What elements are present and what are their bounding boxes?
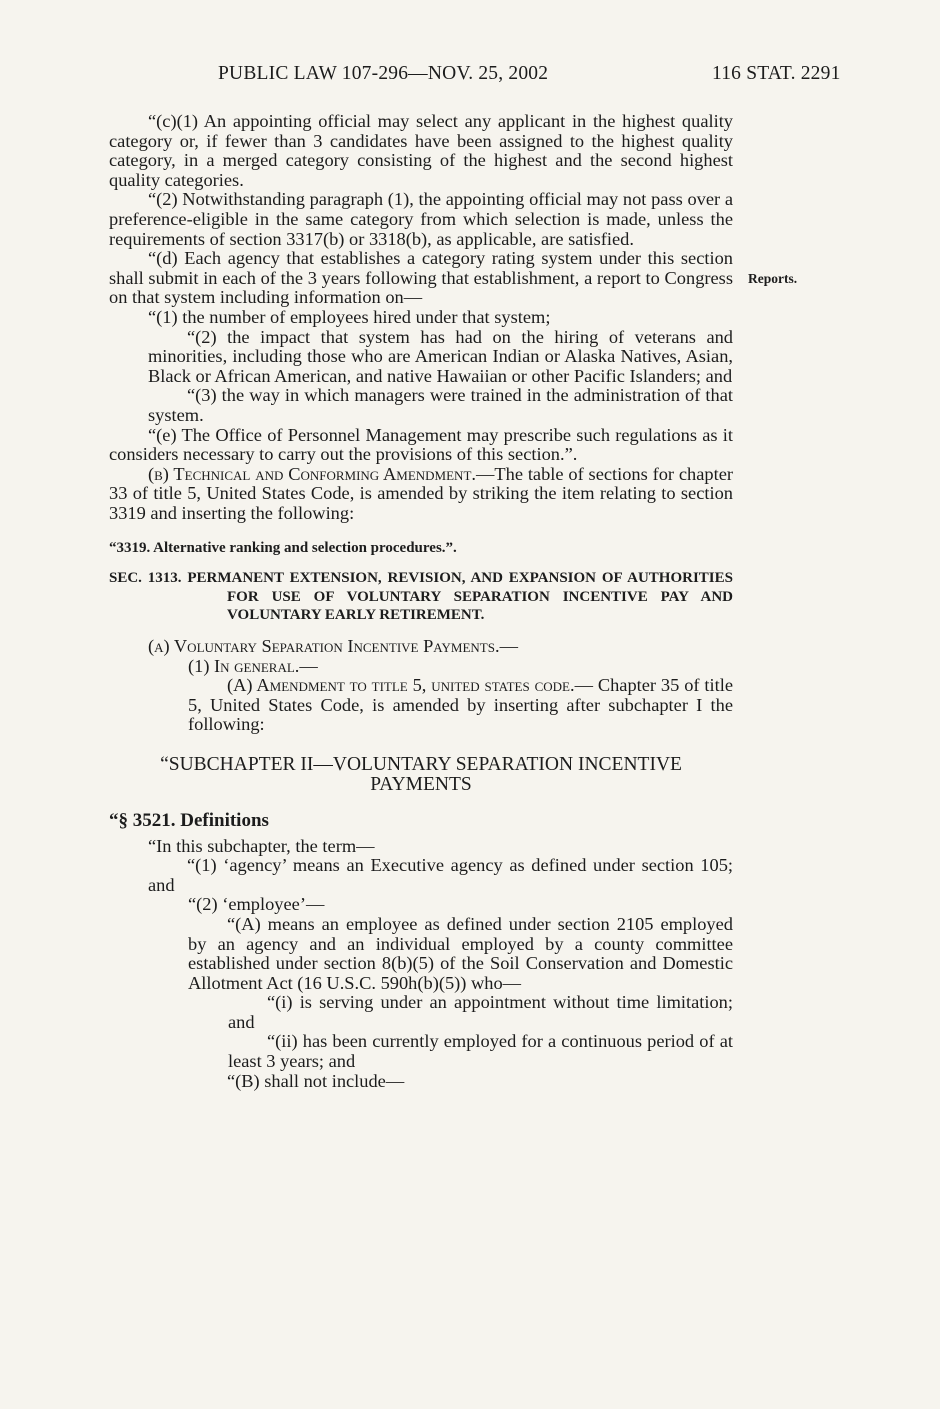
paragraph-a1 (109, 657, 733, 677)
paragraph-a1-dash: — (299, 655, 318, 676)
definition-2A: “(A) means an employee as defined under section 2105 employed by an agency and an individual employed by a county committee established under section 8(b)(5) of the Soil Conservation and Domestic Allotment Act (16 U.S.C. 590h(b)(5)) who— (188, 913, 733, 993)
paragraph-A-text: — Chapter 35 of title 5, United States Code, is amended by inserting after subchapter I the following: (188, 675, 733, 735)
subchapter-heading: “SUBCHAPTER II—VOLUNTARY SEPARATION INCENTIVE PAYMENTS (160, 753, 682, 795)
paragraph-d1: “(1) the number of employees hired under that system; (148, 306, 551, 327)
section-heading: SEC. 1313. PERMANENT EXTENSION, REVISION, AND EXPANSION OF AUTHORITIES FOR USE OF VOLUNTARY SEPARATION INCENTIVE PAY AND VOLUNTARY EARLY RETIREMENT. (109, 570, 733, 624)
running-header-stat: 116 STAT. 2291 (712, 63, 841, 84)
paragraph-d: “(d) Each agency that establishes a category rating system under this section shall submit in each of the 3 years following that establishment, a report to Congress on that system including information on— (109, 248, 733, 308)
definitions-intro: “In this subchapter, the term— (148, 835, 375, 856)
paragraph-a-dash: — (499, 635, 518, 656)
paragraph-a-heading: (a) Voluntary Separation Incentive Payments. (148, 635, 500, 656)
paragraph-A (109, 676, 733, 735)
definition-1: “(1) ‘agency’ means an Executive agency as defined under section 105; and (148, 855, 733, 895)
paragraph-b (109, 465, 733, 524)
paragraph-A-heading: (A) Amendment to title 5, united states code. (227, 675, 575, 696)
paragraph-d2-text: “(2) the impact that system has had on the hiring of veterans and minorities, including those who are American Indian or Alaska Natives, Asian, Black or African American, and native Hawaiian or other Pacific Islanders; and (148, 326, 733, 386)
paragraph-d2 (109, 328, 733, 387)
definition-2: “(2) ‘employee’— (188, 894, 325, 915)
paragraph-a (109, 637, 733, 657)
paragraph-b-text: —The table of sections for chapter 33 of title 5, United States Code, is amended by striking the item relating to section 3319 and inserting the following: (109, 463, 733, 523)
paragraph-c1: “(c)(1) An appointing official may select any applicant in the highest quality category or, if fewer than 3 candidates have been assigned to the highest quality category, in a merged category consisting of the highest and the second highest quality categories. (109, 111, 733, 190)
paragraph-a1-heading: (1) In general. (188, 655, 300, 676)
section-3521-heading: “§ 3521. Definitions (109, 809, 269, 831)
paragraph-e: “(e) The Office of Personnel Management may prescribe such regulations as it considers necessary to carry out the provisions of this section.”. (109, 424, 733, 465)
paragraph-c2: “(2) Notwithstanding paragraph (1), the appointing official may not pass over a preference-eligible in the same category from which selection is made, unless the requirements of section 3317(b) or 3318(b), as applicable, are satisfied. (109, 189, 733, 249)
document-body (109, 112, 733, 1091)
definition-2Aii: “(ii) has been currently employed for a continuous period of at least 3 years; and (228, 1031, 733, 1072)
paragraph-b-heading: (b) Technical and Conforming Amendment. (148, 463, 476, 484)
paragraph-d3: “(3) the way in which managers were trained in the administration of that system. (148, 385, 733, 425)
running-header-title: PUBLIC LAW 107-296—NOV. 25, 2002 (218, 63, 549, 84)
table-of-sections-item: “3319. Alternative ranking and selection procedures.”. (109, 540, 457, 557)
margin-note: Reports. (748, 271, 798, 286)
definition-2B: “(B) shall not include— (227, 1070, 405, 1091)
definition-2Ai: “(i) is serving under an appointment without time limitation; and (228, 992, 733, 1032)
